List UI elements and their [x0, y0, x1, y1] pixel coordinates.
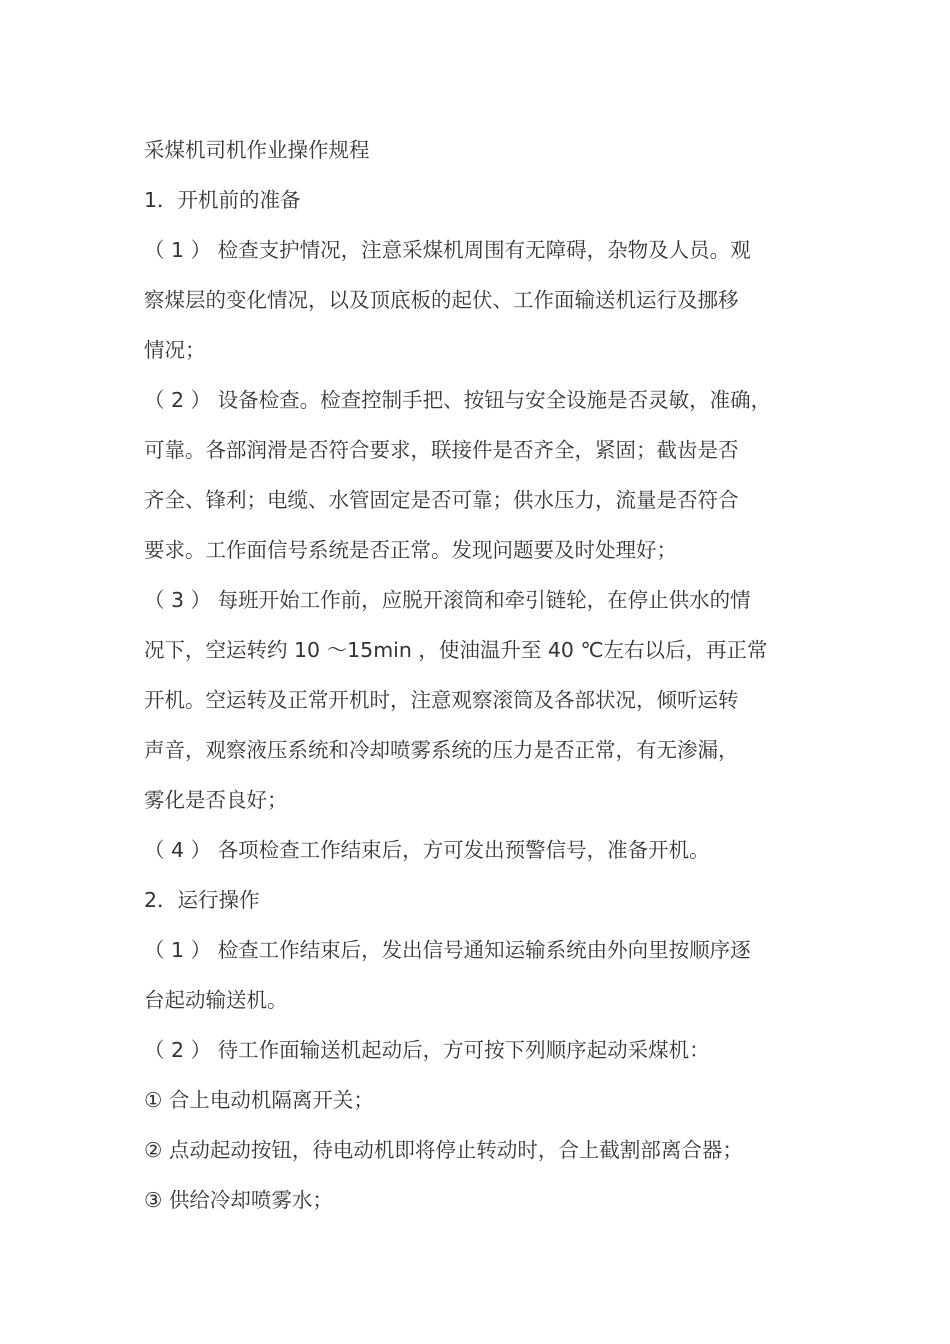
paragraph-line: 声音，观察液压系统和冷却喷雾系统的压力是否正常，有无渗漏，: [144, 738, 739, 762]
document-page: [144, 125, 834, 1225]
paragraph-line: （ 4 ） 各项检查工作结束后，方可发出预警信号，准备开机。: [144, 838, 710, 862]
paragraph-line: 况下，空运转约 10 ～15min ，使油温升至 40 ℃左右以后，再正常: [144, 638, 768, 662]
paragraph-line: 齐全、锋利；电缆、水管固定是否可靠；供水压力，流量是否符合: [144, 488, 739, 512]
paragraph-line: 要求。工作面信号系统是否正常。发现问题要及时处理好；: [144, 538, 677, 562]
paragraph-line: （ 1 ） 检查支护情况，注意采煤机周围有无障碍，杂物及人员。观: [144, 238, 751, 262]
section-heading-preparation: 1．开机前的准备: [144, 188, 301, 212]
paragraph-line: 可靠。各部润滑是否符合要求，联接件是否齐全，紧固；截齿是否: [144, 438, 739, 462]
list-item: ③ 供给冷却喷雾水；: [144, 1188, 333, 1212]
paragraph-line: 情况；: [144, 338, 206, 362]
paragraph-line: （ 2 ） 待工作面输送机起动后，方可按下列顺序起动采煤机：: [144, 1038, 710, 1062]
paragraph-line: 雾化是否良好；: [144, 788, 288, 812]
paragraph-line: （ 1 ） 检查工作结束后，发出信号通知运输系统由外向里按顺序逐: [144, 938, 751, 962]
paragraph-line: （ 2 ） 设备检查。检查控制手把、按钮与安全设施是否灵敏，准确，: [144, 388, 772, 412]
document-title: 采煤机司机作业操作规程: [144, 138, 370, 162]
paragraph-line: 台起动输送机。: [144, 988, 288, 1012]
list-item: ② 点动起动按钮，待电动机即将停止转动时，合上截割部离合器；: [144, 1138, 743, 1162]
section-heading-operation: 2．运行操作: [144, 888, 260, 912]
paragraph-line: 察煤层的变化情况，以及顶底板的起伏、工作面输送机运行及挪移: [144, 288, 739, 312]
list-item: ① 合上电动机隔离开关；: [144, 1088, 374, 1112]
paragraph-line: 开机。空运转及正常开机时，注意观察滚筒及各部状况，倾听运转: [144, 688, 739, 712]
paragraph-line: （ 3 ） 每班开始工作前，应脱开滚筒和牵引链轮，在停止供水的情: [144, 588, 751, 612]
